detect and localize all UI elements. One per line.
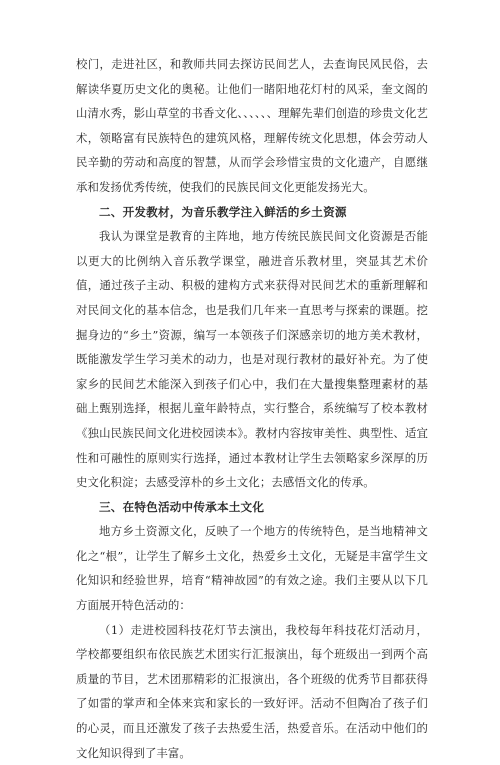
paragraph-4: （1）走进校园科技花灯节去演出，我校每年科技花灯活动月，学校都要组织布依民族艺术团实行汇报演出，每个班级出一到两个高质量的节目，艺术团那精彩的汇报演出，各个班级的优秀节目都获得了如雷的掌声和全体来宾和家长的一致好评。活动不但陶冶了孩子们的心灵，而且还激发了孩子去热爱生活，热爱音乐。在活动中他们的文化知识得到了丰富。 — [76, 622, 428, 760]
section-heading-2: 二、开发教材，为音乐教学注入鲜活的乡土资源 — [99, 204, 347, 219]
section-heading-3: 三、在特色活动中传承本土文化 — [99, 499, 265, 514]
paragraph-1: 校门，走进社区，和教师共同去探访民间艺人，去查询民风民俗，去解读华夏历史文化的奥秘。让他们一睹阳地花灯村的风采，奎文阁的山清水秀，影山草堂的书香文化、、、、、、理解先辈们创造的珍贵文化艺术，领略富有民族特色的建筑风格，理解传统文化思想，体会劳动人民辛勤的劳动和高度的智慧，从而学会珍惜宝贵的文化遗产，自愿继承和发扬优秀传统，使我们的民族民间文化更能发扬光大。 — [76, 57, 428, 194]
paragraph-2: 我认为课堂是教育的主阵地，地方传统民族民间文化资源是否能以更大的比例纳入音乐教学课堂，融进音乐教材里，突显其艺术价值，通过孩子主动、积极的建构方式来获得对民间艺术的重新理解和对民间文化的基本信念，也是我们几年来一直思考与探索的课题。挖掘身边的“乡土”资源，编写一本领孩子们深感亲切的地方美术教材，既能激发学生学习美术的动力，也是对现行教材的最好补充。为了使家乡的民间艺术能深入到孩子们心中，我们在大量搜集整理素材的基础上甄别选择，根据儿童年龄特点，实行整合，系统编写了校本教材《独山民族民间文化进校园读本》。教材内容按审美性、典型性、适宜性和可融性的原则实行选择，通过本教材让学生去领略家乡深厚的历史文化积淀；去感受淳朴的乡土文化；去感悟文化的传承。 — [76, 229, 428, 490]
paragraph-3: 地方乡土资源文化，反映了一个地方的传统特色，是当地精神文化之“根”，让学生了解乡土文化，热爱乡土文化，无疑是丰富学生文化知识和经验世界，培育“精神故园”的有效之途。我们主要从以下几方面展开特色活动的： — [76, 524, 428, 613]
